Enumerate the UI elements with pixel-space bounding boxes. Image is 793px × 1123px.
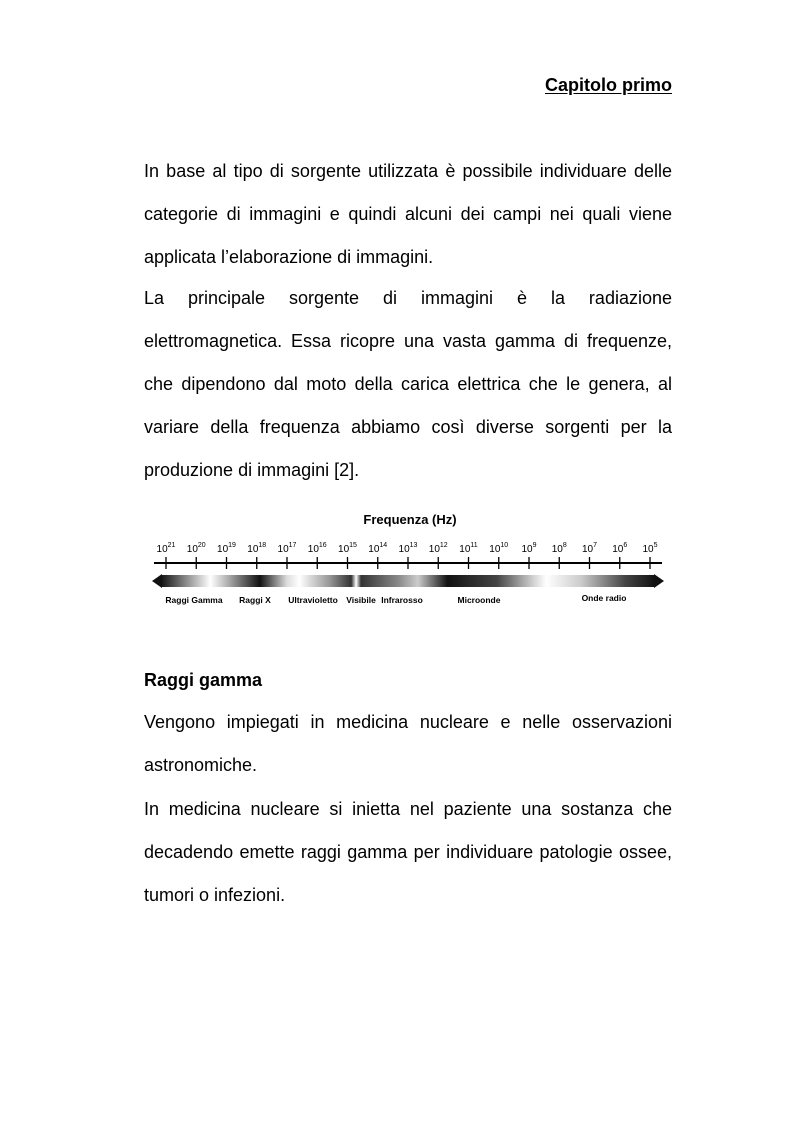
spectrum-gradient-bar — [161, 575, 655, 587]
left-arrow-head — [152, 574, 162, 588]
tick-label: $10^6$ — [612, 542, 628, 555]
tick-label: $10^8$ — [551, 542, 567, 555]
tick-label: $10^{16}$ — [307, 542, 327, 555]
section-heading-raggi-gamma: Raggi gamma — [144, 670, 263, 690]
tick-label: $10^{11}$ — [459, 542, 478, 555]
raggi-gamma-paragraph-2: In medicina nucleare si inietta nel paziente una sostanza che decadendo emette raggi gamma per individuare patologie ossee, tumori o infezioni. — [144, 799, 672, 905]
tick-label: $10^5$ — [642, 542, 658, 555]
band-label: Ultravioletto — [288, 595, 338, 605]
tick-label: $10^{20}$ — [186, 542, 206, 555]
tick-label: $10^{15}$ — [338, 542, 357, 555]
band-label: Infrarosso — [381, 595, 423, 605]
tick-label: $10^{17}$ — [277, 542, 297, 555]
tick-label: $10^9$ — [521, 542, 537, 555]
tick-label: $10^{10}$ — [489, 542, 509, 555]
spectrum-diagram — [148, 508, 668, 613]
band-label: Onde radio — [581, 593, 627, 603]
tick-label: $10^{13}$ — [398, 542, 418, 555]
tick-label: $10^7$ — [581, 542, 598, 555]
band-labels — [165, 593, 626, 605]
band-label: Microonde — [457, 595, 501, 605]
spectrum-title: Frequenza (Hz) — [363, 512, 457, 527]
frequency-tick-labels — [157, 542, 658, 555]
tick-label: $10^{21}$ — [156, 542, 176, 555]
band-label: Raggi X — [239, 595, 271, 605]
band-label: Raggi Gamma — [165, 595, 223, 605]
chapter-title: Capitolo primo — [545, 75, 672, 95]
spectrum-figure — [148, 508, 668, 613]
tick-label: $10^{18}$ — [247, 542, 267, 555]
right-arrow-head — [654, 574, 664, 588]
raggi-gamma-paragraph-1: Vengono impiegati in medicina nucleare e nelle osservazioni astronomiche. — [144, 712, 672, 775]
intro-paragraph: In base al tipo di sorgente utilizzata è possibile individuare delle categorie di immagini e quindi alcuni dei campi nei quali viene applicata l’elaborazione di immagini. — [144, 161, 672, 267]
tick-label: $10^{14}$ — [368, 542, 388, 555]
tick-label: $10^{12}$ — [428, 542, 448, 555]
tick-label: $10^{19}$ — [217, 542, 236, 555]
radiation-paragraph: La principale sorgente di immagini è la radiazione elettromagnetica. Essa ricopre una vasta gamma di frequenze, che dipendono dal moto della carica elettrica che le genera, al variare della frequenza abbiamo così diverse sorgenti per la produzione di immagini [2]. — [144, 288, 672, 480]
band-label: Visibile — [346, 595, 376, 605]
